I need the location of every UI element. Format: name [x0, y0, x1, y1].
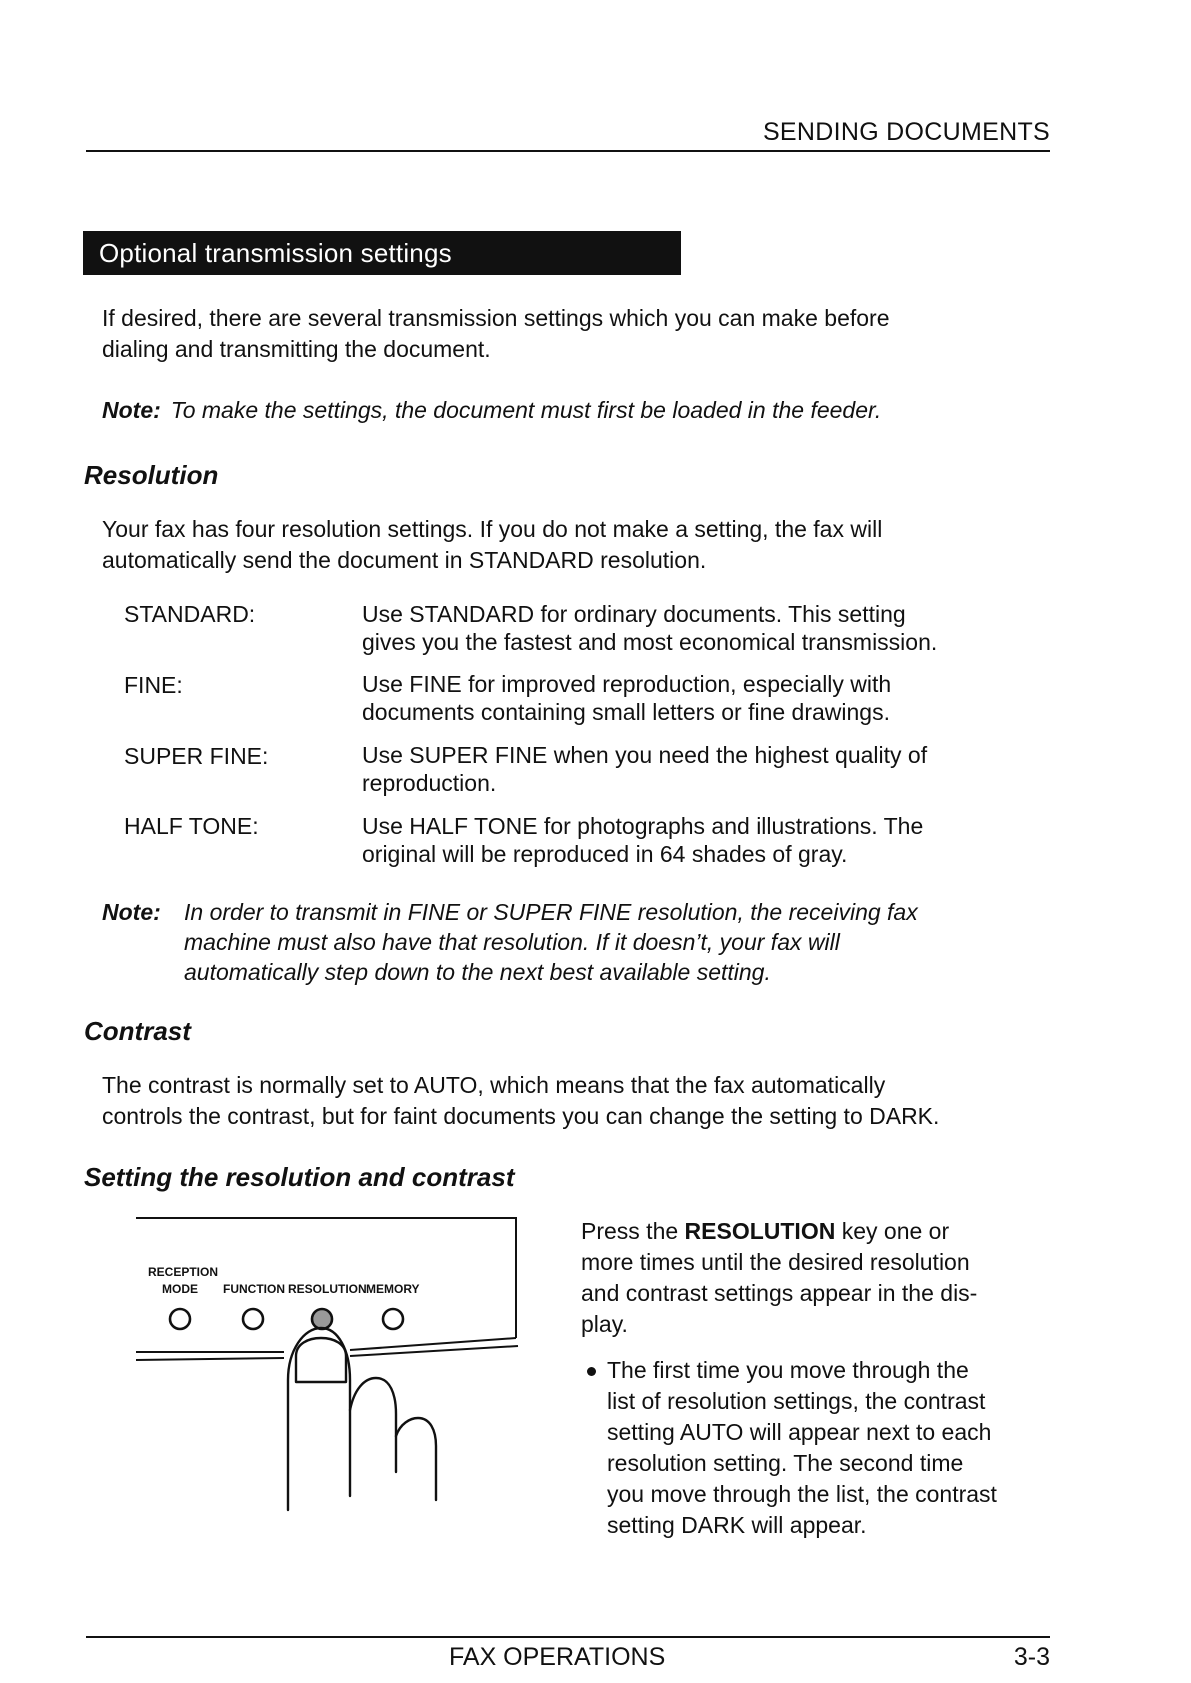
note-label: Note:	[102, 899, 161, 925]
panel-label-reception: RECEPTION	[148, 1265, 219, 1279]
bullet-text	[607, 1355, 1037, 1541]
contrast-paragraph	[102, 1070, 939, 1132]
desc-half-tone	[362, 812, 1012, 868]
resolution-line: Your fax has four resolution settings. If you do not make a setting, the fax will	[102, 516, 883, 542]
instruction-line: play.	[581, 1311, 628, 1337]
desc-line: Use SUPER FINE when you need the highest quality of	[362, 742, 928, 768]
note-text: To make the settings, the document must first be loaded in the feeder.	[170, 397, 882, 423]
instruction-prefix: Press the	[581, 1218, 685, 1244]
reception-mode-key-icon	[170, 1309, 190, 1329]
contrast-heading: Contrast	[84, 1016, 191, 1046]
desc-line: Use FINE for improved reproduction, especially with	[362, 671, 892, 697]
instruction-line	[581, 1216, 1041, 1247]
resolution-heading: Resolution	[84, 460, 219, 490]
desc-line: documents containing small letters or fine drawings.	[362, 699, 890, 725]
setting-heading: Setting the resolution and contrast	[84, 1162, 515, 1192]
note-line: In order to transmit in FINE or SUPER FINE resolution, the receiving fax	[184, 899, 918, 925]
footer-rule	[86, 1636, 1050, 1638]
memory-key-icon	[383, 1309, 403, 1329]
note-label: Note:	[102, 397, 161, 423]
footer-page-number: 3-3	[1013, 1643, 1050, 1671]
bullet-line: The first time you move through the	[607, 1357, 969, 1383]
resolution-key-icon	[312, 1309, 332, 1329]
bullet-line: setting DARK will appear.	[607, 1512, 867, 1538]
note-line: automatically step down to the next best available setting.	[184, 959, 771, 985]
header-rule	[86, 150, 1050, 152]
footer-chapter: FAX OPERATIONS	[449, 1643, 666, 1671]
contrast-line: controls the contrast, but for faint documents you can change the setting to DARK.	[102, 1103, 940, 1129]
bullet-line: resolution setting. The second time	[607, 1450, 964, 1476]
desc-super-fine	[362, 741, 1012, 797]
note-line: machine must also have that resolution. If it doesn’t, your fax will	[184, 929, 840, 955]
resolution-key-name: RESOLUTION	[684, 1218, 836, 1244]
desc-line: gives you the fastest and most economical transmission.	[362, 629, 938, 655]
term-fine: FINE:	[124, 672, 183, 698]
term-super-fine: SUPER FINE:	[124, 743, 269, 769]
intro-line: If desired, there are several transmission settings which you can make before	[102, 305, 890, 331]
desc-standard	[362, 600, 1012, 656]
instruction-line: and contrast settings appear in the dis-	[581, 1280, 978, 1306]
note-feeder	[102, 395, 881, 425]
term-half-tone: HALF TONE:	[124, 813, 259, 839]
bullet-icon	[587, 1367, 596, 1376]
panel-label-resolution: RESOLUTION	[288, 1282, 367, 1296]
running-head-title: SENDING DOCUMENTS	[762, 118, 1050, 146]
instruction-suffix: key one or	[835, 1218, 950, 1244]
resolution-line: automatically send the document in STANDARD resolution.	[102, 547, 707, 573]
section-title: Optional transmission settings	[83, 231, 681, 275]
function-key-icon	[243, 1309, 263, 1329]
desc-line: Use STANDARD for ordinary documents. This setting	[362, 601, 906, 627]
panel-label-memory: MEMORY	[366, 1282, 420, 1296]
desc-line: Use HALF TONE for photographs and illustrations. The	[362, 813, 924, 839]
note-text	[184, 897, 1004, 987]
panel-label-mode: MODE	[162, 1282, 198, 1296]
bullet-line: setting AUTO will appear next to each	[607, 1419, 992, 1445]
panel-label-function: FUNCTION	[223, 1282, 285, 1296]
bullet-line: you move through the list, the contrast	[607, 1481, 997, 1507]
resolution-paragraph	[102, 514, 882, 576]
instruction-line: more times until the desired resolution	[581, 1249, 970, 1275]
intro-paragraph	[102, 303, 890, 365]
desc-line: reproduction.	[362, 770, 497, 796]
control-panel-illustration	[128, 1210, 528, 1520]
contrast-line: The contrast is normally set to AUTO, which means that the fax automatically	[102, 1072, 886, 1098]
desc-fine	[362, 670, 1012, 726]
term-standard: STANDARD:	[124, 601, 256, 627]
bullet-line: list of resolution settings, the contrast	[607, 1388, 986, 1414]
press-resolution-instruction	[581, 1216, 1041, 1340]
intro-line: dialing and transmitting the document.	[102, 336, 491, 362]
desc-line: original will be reproduced in 64 shades of gray.	[362, 841, 848, 867]
